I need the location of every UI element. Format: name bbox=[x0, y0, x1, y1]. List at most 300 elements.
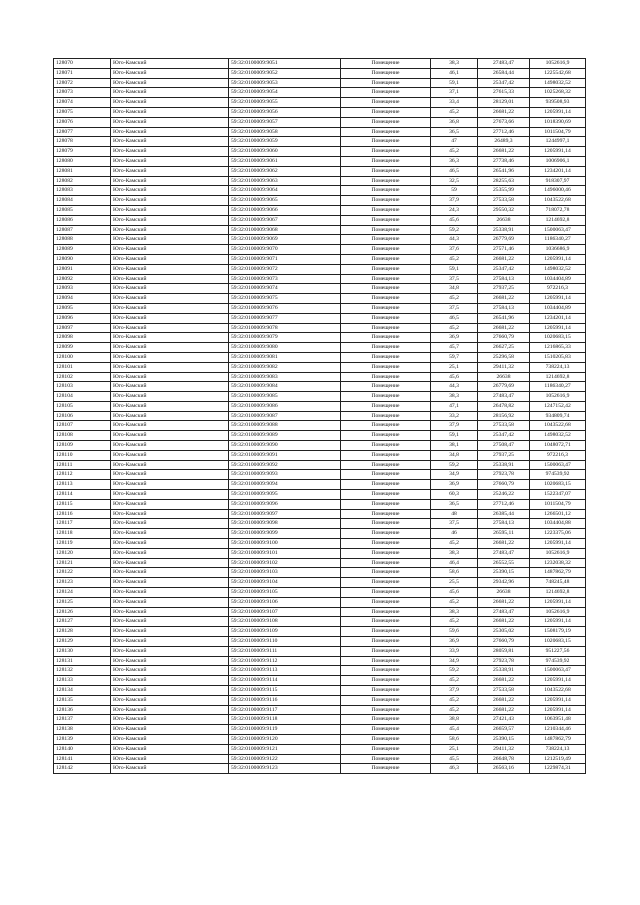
district-cell: Юго-Камский bbox=[111, 460, 229, 470]
district-cell: Юго-Камский bbox=[111, 352, 229, 362]
district-cell: Юго-Камский bbox=[111, 205, 229, 215]
object-type-cell: Помещение bbox=[341, 764, 431, 774]
cadastral-number-cell: 59:32:0100009:9106 bbox=[229, 597, 341, 607]
cadastral-value-cell: 1244997,1 bbox=[530, 137, 586, 147]
table-row bbox=[54, 460, 586, 470]
area-cell: 45,2 bbox=[431, 254, 478, 264]
unit-value-cell: 26681,22 bbox=[478, 597, 530, 607]
area-cell: 45,2 bbox=[431, 323, 478, 333]
district-cell: Юго-Камский bbox=[111, 548, 229, 558]
table-row bbox=[54, 117, 586, 127]
table-row bbox=[54, 421, 586, 431]
area-cell: 44,3 bbox=[431, 382, 478, 392]
row-number-cell: 128095 bbox=[54, 303, 111, 313]
district-cell: Юго-Камский bbox=[111, 98, 229, 108]
unit-value-cell: 26659,57 bbox=[478, 725, 530, 735]
table-row bbox=[54, 186, 586, 196]
cadastral-number-cell: 59:32:0100009:9093 bbox=[229, 470, 341, 480]
area-cell: 46 bbox=[431, 529, 478, 539]
area-cell: 59,1 bbox=[431, 264, 478, 274]
district-cell: Юго-Камский bbox=[111, 568, 229, 578]
district-cell: Юго-Камский bbox=[111, 421, 229, 431]
table-row bbox=[54, 754, 586, 764]
area-cell: 32,5 bbox=[431, 176, 478, 186]
row-number-cell: 128138 bbox=[54, 725, 111, 735]
cadastral-number-cell: 59:32:0100009:9080 bbox=[229, 343, 341, 353]
row-number-cell: 128078 bbox=[54, 137, 111, 147]
district-cell: Юго-Камский bbox=[111, 744, 229, 754]
object-type-cell: Помещение bbox=[341, 362, 431, 372]
cadastral-number-cell: 59:32:0100009:9058 bbox=[229, 127, 341, 137]
unit-value-cell: 29550,32 bbox=[478, 205, 530, 215]
row-number-cell: 128123 bbox=[54, 578, 111, 588]
unit-value-cell: 26563,16 bbox=[478, 764, 530, 774]
cadastral-value-cell: 1043522,68 bbox=[530, 421, 586, 431]
unit-value-cell: 27533,58 bbox=[478, 686, 530, 696]
cadastral-value-cell: 1210344,46 bbox=[530, 725, 586, 735]
cadastral-value-cell: 1052616,9 bbox=[530, 607, 586, 617]
cadastral-value-cell: 1496000,46 bbox=[530, 186, 586, 196]
unit-value-cell: 27712,46 bbox=[478, 127, 530, 137]
row-number-cell: 128075 bbox=[54, 107, 111, 117]
table-row bbox=[54, 578, 586, 588]
row-number-cell: 128094 bbox=[54, 294, 111, 304]
district-cell: Юго-Камский bbox=[111, 323, 229, 333]
table-row bbox=[54, 539, 586, 549]
object-type-cell: Помещение bbox=[341, 352, 431, 362]
cadastral-value-cell: 1048072,71 bbox=[530, 441, 586, 451]
district-cell: Юго-Камский bbox=[111, 225, 229, 235]
object-type-cell: Помещение bbox=[341, 107, 431, 117]
area-cell: 46,5 bbox=[431, 166, 478, 176]
unit-value-cell: 26779,69 bbox=[478, 382, 530, 392]
district-cell: Юго-Камский bbox=[111, 303, 229, 313]
area-cell: 25,1 bbox=[431, 744, 478, 754]
table-row bbox=[54, 695, 586, 705]
cadastral-number-cell: 59:32:0100009:9091 bbox=[229, 450, 341, 460]
cadastral-value-cell: 1229874,31 bbox=[530, 764, 586, 774]
table-row bbox=[54, 392, 586, 402]
area-cell: 59,7 bbox=[431, 352, 478, 362]
cadastral-number-cell: 59:32:0100009:9105 bbox=[229, 588, 341, 598]
unit-value-cell: 27584,13 bbox=[478, 303, 530, 313]
object-type-cell: Помещение bbox=[341, 392, 431, 402]
cadastral-number-cell: 59:32:0100009:9073 bbox=[229, 274, 341, 284]
object-type-cell: Помещение bbox=[341, 59, 431, 69]
object-type-cell: Помещение bbox=[341, 137, 431, 147]
district-cell: Юго-Камский bbox=[111, 441, 229, 451]
cadastral-number-cell: 59:32:0100009:9087 bbox=[229, 411, 341, 421]
area-cell: 45,2 bbox=[431, 147, 478, 157]
cadastral-value-cell: 1043522,68 bbox=[530, 196, 586, 206]
table-row bbox=[54, 274, 586, 284]
row-number-cell: 128131 bbox=[54, 656, 111, 666]
district-cell: Юго-Камский bbox=[111, 539, 229, 549]
cadastral-number-cell: 59:32:0100009:9083 bbox=[229, 372, 341, 382]
unit-value-cell: 27923,78 bbox=[478, 470, 530, 480]
cadastral-number-cell: 59:32:0100009:9066 bbox=[229, 205, 341, 215]
district-cell: Юго-Камский bbox=[111, 666, 229, 676]
district-cell: Юго-Камский bbox=[111, 695, 229, 705]
area-cell: 59,2 bbox=[431, 666, 478, 676]
table-row bbox=[54, 480, 586, 490]
cadastral-value-cell: 1498032,52 bbox=[530, 78, 586, 88]
table-row bbox=[54, 725, 586, 735]
row-number-cell: 128111 bbox=[54, 460, 111, 470]
district-cell: Юго-Камский bbox=[111, 656, 229, 666]
cadastral-number-cell: 59:32:0100009:9119 bbox=[229, 725, 341, 735]
table-row bbox=[54, 607, 586, 617]
unit-value-cell: 27584,13 bbox=[478, 274, 530, 284]
object-type-cell: Помещение bbox=[341, 607, 431, 617]
district-cell: Юго-Камский bbox=[111, 470, 229, 480]
cadastral-number-cell: 59:32:0100009:9075 bbox=[229, 294, 341, 304]
cadastral-number-cell: 59:32:0100009:9102 bbox=[229, 558, 341, 568]
row-number-cell: 128101 bbox=[54, 362, 111, 372]
table-row bbox=[54, 245, 586, 255]
district-cell: Юго-Камский bbox=[111, 156, 229, 166]
object-type-cell: Помещение bbox=[341, 401, 431, 411]
unit-value-cell: 27660,79 bbox=[478, 333, 530, 343]
row-number-cell: 128073 bbox=[54, 88, 111, 98]
unit-value-cell: 25355,99 bbox=[478, 186, 530, 196]
area-cell: 45,6 bbox=[431, 215, 478, 225]
object-type-cell: Помещение bbox=[341, 245, 431, 255]
table-row bbox=[54, 196, 586, 206]
row-number-cell: 128100 bbox=[54, 352, 111, 362]
object-type-cell: Помещение bbox=[341, 499, 431, 509]
object-type-cell: Помещение bbox=[341, 78, 431, 88]
object-type-cell: Помещение bbox=[341, 235, 431, 245]
row-number-cell: 128124 bbox=[54, 588, 111, 598]
area-cell: 37,5 bbox=[431, 274, 478, 284]
area-cell: 45,7 bbox=[431, 343, 478, 353]
area-cell: 34,8 bbox=[431, 450, 478, 460]
area-cell: 38,8 bbox=[431, 715, 478, 725]
district-cell: Юго-Камский bbox=[111, 245, 229, 255]
cadastral-number-cell: 59:32:0100009:9121 bbox=[229, 744, 341, 754]
unit-value-cell: 25347,42 bbox=[478, 264, 530, 274]
table-row bbox=[54, 372, 586, 382]
unit-value-cell: 28129,01 bbox=[478, 98, 530, 108]
cadastral-value-cell: 939508,93 bbox=[530, 98, 586, 108]
district-cell: Юго-Камский bbox=[111, 117, 229, 127]
row-number-cell: 128098 bbox=[54, 333, 111, 343]
table-row bbox=[54, 254, 586, 264]
area-cell: 38,1 bbox=[431, 441, 478, 451]
row-number-cell: 128103 bbox=[54, 382, 111, 392]
unit-value-cell: 26681,22 bbox=[478, 294, 530, 304]
area-cell: 37,9 bbox=[431, 686, 478, 696]
object-type-cell: Помещение bbox=[341, 421, 431, 431]
cadastral-value-cell: 1018390,69 bbox=[530, 117, 586, 127]
unit-value-cell: 25246,22 bbox=[478, 490, 530, 500]
object-type-cell: Помещение bbox=[341, 147, 431, 157]
cadastral-value-cell: 1034404,89 bbox=[530, 274, 586, 284]
table-row bbox=[54, 68, 586, 78]
area-cell: 45,4 bbox=[431, 725, 478, 735]
district-cell: Юго-Камский bbox=[111, 166, 229, 176]
table-row bbox=[54, 617, 586, 627]
cadastral-number-cell: 59:32:0100009:9086 bbox=[229, 401, 341, 411]
district-cell: Юго-Камский bbox=[111, 147, 229, 157]
cadastral-value-cell: 1223375,06 bbox=[530, 529, 586, 539]
unit-value-cell: 27660,79 bbox=[478, 637, 530, 647]
cadastral-value-cell: 1006906,1 bbox=[530, 156, 586, 166]
cadastral-number-cell: 59:32:0100009:9114 bbox=[229, 676, 341, 686]
row-number-cell: 128133 bbox=[54, 676, 111, 686]
cadastral-number-cell: 59:32:0100009:9053 bbox=[229, 78, 341, 88]
district-cell: Юго-Камский bbox=[111, 734, 229, 744]
area-cell: 45,2 bbox=[431, 705, 478, 715]
cadastral-number-cell: 59:32:0100009:9115 bbox=[229, 686, 341, 696]
table-row bbox=[54, 519, 586, 529]
unit-value-cell: 27673,66 bbox=[478, 117, 530, 127]
object-type-cell: Помещение bbox=[341, 431, 431, 441]
district-cell: Юго-Камский bbox=[111, 411, 229, 421]
object-type-cell: Помещение bbox=[341, 480, 431, 490]
area-cell: 33,2 bbox=[431, 411, 478, 421]
table-row bbox=[54, 362, 586, 372]
row-number-cell: 128112 bbox=[54, 470, 111, 480]
cadastral-number-cell: 59:32:0100009:9099 bbox=[229, 529, 341, 539]
row-number-cell: 128072 bbox=[54, 78, 111, 88]
area-cell: 36,8 bbox=[431, 117, 478, 127]
cadastral-value-cell: 1214692,8 bbox=[530, 372, 586, 382]
unit-value-cell: 26681,22 bbox=[478, 539, 530, 549]
district-cell: Юго-Камский bbox=[111, 196, 229, 206]
area-cell: 48 bbox=[431, 509, 478, 519]
cadastral-value-cell: 972216,3 bbox=[530, 284, 586, 294]
district-cell: Юго-Камский bbox=[111, 450, 229, 460]
row-number-cell: 128137 bbox=[54, 715, 111, 725]
table-row bbox=[54, 597, 586, 607]
cadastral-value-cell: 1205991,14 bbox=[530, 107, 586, 117]
cadastral-value-cell: 974539,92 bbox=[530, 470, 586, 480]
object-type-cell: Помещение bbox=[341, 68, 431, 78]
row-number-cell: 128097 bbox=[54, 323, 111, 333]
object-type-cell: Помещение bbox=[341, 617, 431, 627]
row-number-cell: 128074 bbox=[54, 98, 111, 108]
table-row bbox=[54, 303, 586, 313]
cadastral-value-cell: 718072,78 bbox=[530, 205, 586, 215]
row-number-cell: 128082 bbox=[54, 176, 111, 186]
cadastral-number-cell: 59:32:0100009:9111 bbox=[229, 646, 341, 656]
row-number-cell: 128117 bbox=[54, 519, 111, 529]
table-row bbox=[54, 490, 586, 500]
table-row bbox=[54, 284, 586, 294]
cadastral-value-cell: 1487862,79 bbox=[530, 568, 586, 578]
cadastral-value-cell: 1011504,79 bbox=[530, 499, 586, 509]
object-type-cell: Помещение bbox=[341, 186, 431, 196]
row-number-cell: 128096 bbox=[54, 313, 111, 323]
object-type-cell: Помещение bbox=[341, 254, 431, 264]
area-cell: 38,3 bbox=[431, 392, 478, 402]
row-number-cell: 128109 bbox=[54, 441, 111, 451]
cadastral-number-cell: 59:32:0100009:9061 bbox=[229, 156, 341, 166]
cadastral-value-cell: 1225542,68 bbox=[530, 68, 586, 78]
area-cell: 45,6 bbox=[431, 372, 478, 382]
cadastral-number-cell: 59:32:0100009:9060 bbox=[229, 147, 341, 157]
cadastral-value-cell: 918307,97 bbox=[530, 176, 586, 186]
district-cell: Юго-Камский bbox=[111, 705, 229, 715]
area-cell: 45,2 bbox=[431, 695, 478, 705]
cadastral-number-cell: 59:32:0100009:9056 bbox=[229, 107, 341, 117]
row-number-cell: 128113 bbox=[54, 480, 111, 490]
table-row bbox=[54, 264, 586, 274]
object-type-cell: Помещение bbox=[341, 450, 431, 460]
unit-value-cell: 26681,22 bbox=[478, 695, 530, 705]
row-number-cell: 128116 bbox=[54, 509, 111, 519]
district-cell: Юго-Камский bbox=[111, 333, 229, 343]
unit-value-cell: 27660,79 bbox=[478, 480, 530, 490]
unit-value-cell: 27533,58 bbox=[478, 421, 530, 431]
row-number-cell: 128079 bbox=[54, 147, 111, 157]
object-type-cell: Помещение bbox=[341, 166, 431, 176]
area-cell: 25,5 bbox=[431, 578, 478, 588]
table-row bbox=[54, 294, 586, 304]
object-type-cell: Помещение bbox=[341, 156, 431, 166]
object-type-cell: Помещение bbox=[341, 695, 431, 705]
district-cell: Юго-Камский bbox=[111, 490, 229, 500]
object-type-cell: Помещение bbox=[341, 205, 431, 215]
district-cell: Юго-Камский bbox=[111, 637, 229, 647]
cadastral-number-cell: 59:32:0100009:9109 bbox=[229, 627, 341, 637]
object-type-cell: Помещение bbox=[341, 519, 431, 529]
object-type-cell: Помещение bbox=[341, 734, 431, 744]
cadastral-number-cell: 59:32:0100009:9116 bbox=[229, 695, 341, 705]
cadastral-value-cell: 1205991,14 bbox=[530, 676, 586, 686]
area-cell: 36,9 bbox=[431, 333, 478, 343]
cadastral-value-cell: 1020683,15 bbox=[530, 637, 586, 647]
area-cell: 34,9 bbox=[431, 470, 478, 480]
object-type-cell: Помещение bbox=[341, 411, 431, 421]
cadastral-value-cell: 1186340,27 bbox=[530, 235, 586, 245]
cadastral-value-cell: 1508179,19 bbox=[530, 627, 586, 637]
cadastral-value-cell: 1205991,14 bbox=[530, 617, 586, 627]
cadastral-number-cell: 59:32:0100009:9101 bbox=[229, 548, 341, 558]
table-row bbox=[54, 166, 586, 176]
unit-value-cell: 25338,91 bbox=[478, 460, 530, 470]
object-type-cell: Помещение bbox=[341, 176, 431, 186]
unit-value-cell: 27937,25 bbox=[478, 450, 530, 460]
unit-value-cell: 26478,82 bbox=[478, 401, 530, 411]
district-cell: Юго-Камский bbox=[111, 519, 229, 529]
table-row bbox=[54, 734, 586, 744]
object-type-cell: Помещение bbox=[341, 656, 431, 666]
area-cell: 59,1 bbox=[431, 78, 478, 88]
cadastral-number-cell: 59:32:0100009:9084 bbox=[229, 382, 341, 392]
row-number-cell: 128141 bbox=[54, 754, 111, 764]
cadastral-number-cell: 59:32:0100009:9094 bbox=[229, 480, 341, 490]
unit-value-cell: 25390,15 bbox=[478, 568, 530, 578]
cadastral-value-cell: 738224,13 bbox=[530, 362, 586, 372]
cadastral-value-cell: 1205991,14 bbox=[530, 539, 586, 549]
cadastral-value-cell: 1052616,9 bbox=[530, 548, 586, 558]
area-cell: 37,5 bbox=[431, 519, 478, 529]
row-number-cell: 128093 bbox=[54, 284, 111, 294]
district-cell: Юго-Камский bbox=[111, 284, 229, 294]
cadastral-value-cell: 1205991,14 bbox=[530, 294, 586, 304]
cadastral-number-cell: 59:32:0100009:9098 bbox=[229, 519, 341, 529]
district-cell: Юго-Камский bbox=[111, 274, 229, 284]
cadastral-number-cell: 59:32:0100009:9095 bbox=[229, 490, 341, 500]
table-row bbox=[54, 215, 586, 225]
area-cell: 59,6 bbox=[431, 627, 478, 637]
table-row bbox=[54, 627, 586, 637]
table-row bbox=[54, 313, 586, 323]
cadastral-value-cell: 1216865,33 bbox=[530, 343, 586, 353]
table-row bbox=[54, 59, 586, 69]
table-row bbox=[54, 637, 586, 647]
object-type-cell: Помещение bbox=[341, 490, 431, 500]
unit-value-cell: 27615,33 bbox=[478, 88, 530, 98]
row-number-cell: 128070 bbox=[54, 59, 111, 69]
unit-value-cell: 26552,55 bbox=[478, 558, 530, 568]
unit-value-cell: 27483,47 bbox=[478, 548, 530, 558]
row-number-cell: 128104 bbox=[54, 392, 111, 402]
cadastral-value-cell: 738224,13 bbox=[530, 744, 586, 754]
area-cell: 45,2 bbox=[431, 294, 478, 304]
area-cell: 37,5 bbox=[431, 303, 478, 313]
unit-value-cell: 29411,32 bbox=[478, 362, 530, 372]
cadastral-number-cell: 59:32:0100009:9078 bbox=[229, 323, 341, 333]
unit-value-cell: 26648,78 bbox=[478, 754, 530, 764]
cadastral-value-cell: 1034404,88 bbox=[530, 519, 586, 529]
district-cell: Юго-Камский bbox=[111, 676, 229, 686]
district-cell: Юго-Камский bbox=[111, 264, 229, 274]
object-type-cell: Помещение bbox=[341, 539, 431, 549]
row-number-cell: 128107 bbox=[54, 421, 111, 431]
area-cell: 46,5 bbox=[431, 313, 478, 323]
row-number-cell: 128088 bbox=[54, 235, 111, 245]
table-row bbox=[54, 715, 586, 725]
table-row bbox=[54, 656, 586, 666]
row-number-cell: 128102 bbox=[54, 372, 111, 382]
unit-value-cell: 25347,42 bbox=[478, 78, 530, 88]
object-type-cell: Помещение bbox=[341, 676, 431, 686]
table-row bbox=[54, 705, 586, 715]
table-row bbox=[54, 568, 586, 578]
row-number-cell: 128084 bbox=[54, 196, 111, 206]
cadastral-number-cell: 59:32:0100009:9104 bbox=[229, 578, 341, 588]
object-type-cell: Помещение bbox=[341, 637, 431, 647]
district-cell: Юго-Камский bbox=[111, 715, 229, 725]
area-cell: 47,1 bbox=[431, 401, 478, 411]
object-type-cell: Помещение bbox=[341, 725, 431, 735]
cadastral-number-cell: 59:32:0100009:9108 bbox=[229, 617, 341, 627]
unit-value-cell: 27584,13 bbox=[478, 519, 530, 529]
cadastral-number-cell: 59:32:0100009:9103 bbox=[229, 568, 341, 578]
district-cell: Юго-Камский bbox=[111, 431, 229, 441]
cadastral-number-cell: 59:32:0100009:9100 bbox=[229, 539, 341, 549]
cadastral-number-cell: 59:32:0100009:9069 bbox=[229, 235, 341, 245]
cadastral-value-cell: 1052616,9 bbox=[530, 59, 586, 69]
row-number-cell: 128132 bbox=[54, 666, 111, 676]
table-row bbox=[54, 676, 586, 686]
cadastral-value-cell: 1232038,32 bbox=[530, 558, 586, 568]
area-cell: 59,2 bbox=[431, 460, 478, 470]
table-row bbox=[54, 235, 586, 245]
object-type-cell: Помещение bbox=[341, 333, 431, 343]
object-type-cell: Помещение bbox=[341, 294, 431, 304]
unit-value-cell: 27937,25 bbox=[478, 284, 530, 294]
cadastral-number-cell: 59:32:0100009:9110 bbox=[229, 637, 341, 647]
district-cell: Юго-Камский bbox=[111, 686, 229, 696]
row-number-cell: 128142 bbox=[54, 764, 111, 774]
cadastral-number-cell: 59:32:0100009:9070 bbox=[229, 245, 341, 255]
cadastral-number-cell: 59:32:0100009:9071 bbox=[229, 254, 341, 264]
